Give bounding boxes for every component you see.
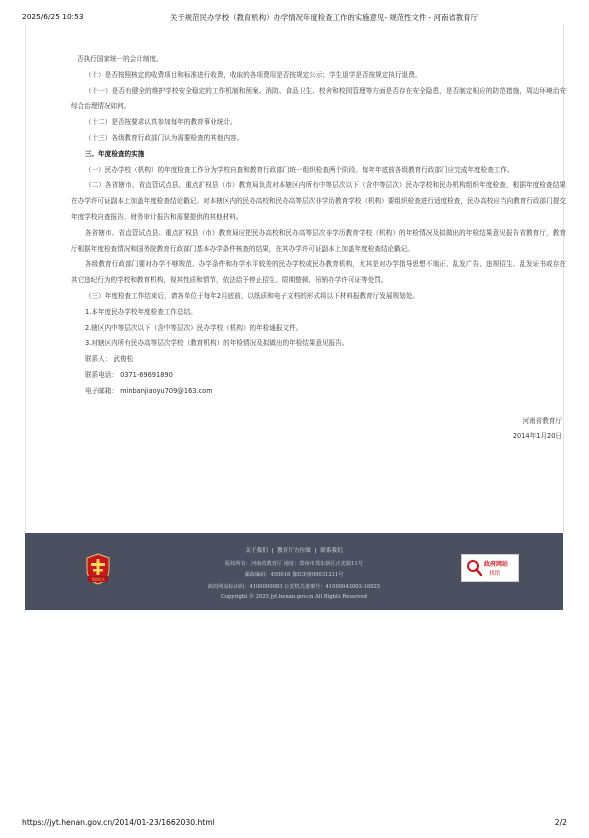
site-footer (25, 533, 563, 610)
footer-link-map[interactable]: 教育厅方位图 (277, 548, 311, 554)
article-card (25, 24, 564, 532)
find-error-badge[interactable] (461, 554, 519, 582)
article-paragraph: （十三）各级教育行政部门认为需要检查的其他内容。 (85, 133, 244, 142)
print-page-title: 关于规范民办学校（教育机构）办学情况年度检查工作的实施意见- 规范性文件 - 河南省教育厅 (170, 13, 479, 22)
footer-link-separator: | (314, 548, 317, 554)
list-item: 2.辖区内中等层次以下（含中等层次）民办学校（机构）的年检通报文件。 (85, 323, 303, 332)
footer-postcode-line: 邮政编码：450018 豫ICP备09031211号 (244, 572, 344, 578)
article-paragraph: 否执行国家统一的会计制度。 (77, 55, 163, 63)
section-heading: 三、年度检查的实施 (85, 149, 145, 158)
article-paragraph: 各级教育行政部门要对办学不够规范、办学条件和办学水平较差的民办学校或民办教育机构，尤其是对办学指导思想不端正、乱发广告、违规招生、乱发证书或存在其它违纪行为的学校和教育机构，视其性质和情节，依法给予停止招生、限期整顿、吊销办学许可证等处罚。 (71, 260, 566, 285)
article-paragraph: （十一）是否有健全的维护学校安全稳定的工作机制和预案。消防、食品卫生、校舍和校园管理等方面是否存在安全隐患，是否制定相应的防范措施，周边环境治安综合治理情况如何。 (71, 86, 566, 111)
print-page-number: 2/2 (554, 818, 567, 827)
badge-title: 政府网站 (484, 561, 509, 568)
article-paragraph: 各省辖市、省直管试点县、重点扩权县（市）教育局应把民办高校和民办高等层次非学历教育学校（机构）的年检情况及拟做出的年检结果意见报告省教育厅，教育厅根据年度检查情况和国务院教育行政部门基本办学条件核查的结果，在其办学许可证副本上加盖年度检查结论戳记。 (71, 228, 566, 253)
print-datetime: 2025/6/25 10:53 (22, 12, 84, 21)
article-paragraph: （三）年度检查工作结束后，请各单位于每年2月底前，以纸质和电子文档的形式将以下材料报教育厅发展规划处。 (85, 291, 419, 300)
print-header (0, 12, 589, 24)
party-emblem-icon[interactable] (85, 553, 111, 585)
article-paragraph: （十二）是否按要求认真参加每年的教育事业统计。 (85, 118, 237, 127)
footer-link-separator: | (271, 548, 274, 554)
signature-org: 河南省教育厅 (522, 416, 562, 425)
magnifier-icon (466, 559, 482, 577)
article-paragraph: （二）各省辖市、省直管试点县、重点扩权县（市）教育局负责对本辖区内所有中等层次以下（含中等层次）民办学校和民办机构组织年度检查，根据年度检查结果在办学许可证副本上加盖年度检查结论戳记。对本辖区内的民办高校和民办高等层次非学历教育学校（机构）要组织检查进行适度检查，民办高校应当向教育行政部门提交年度学校自查报告、财务审计报告和需要提供的其他材料。 (71, 181, 566, 221)
list-item: 3.对辖区内所有民办高等层次学校（教育机构）的年检情况及拟做出的年检结果意见报告。 (85, 339, 349, 348)
footer-site-id-line: 政府网站标识码：4100000083 公安机关备案号：41000043003-18025 (207, 584, 381, 590)
badge-subtitle: 找错 (489, 571, 501, 577)
footer-rights-line: Copyright © 2025 jyt.henan.gov.cn All Rights Reserved (221, 594, 367, 600)
emblem-label: 党政机关 (91, 577, 105, 582)
footer-copyright-line: 版权所有：河南省教育厅 地址：郑州市郑东新区正光路11号 (225, 561, 363, 567)
contact-phone: 联系电话： 0371-69691890 (85, 370, 173, 379)
article-paragraph: （十）是否按照核定的收费项目和标准进行收费，收取的各项费用是否按规定公示；学生退学是否按规定执行退费。 (85, 70, 422, 79)
article-body (71, 52, 566, 445)
footer-link-contact[interactable]: 联系我们 (320, 548, 343, 554)
contact-person: 联系人： 武俊松 (85, 355, 134, 364)
contact-email[interactable]: 电子邮箱： minbanjiaoyu709@163.com (85, 386, 213, 395)
article-paragraph: （一）民办学校（机构）的年度检查工作分为学校自查和教育行政部门统一组织检查两个阶段。每年年底前各级教育行政部门应完成年度检查工作。 (85, 165, 514, 174)
print-url: https://jyt.henan.gov.cn/2014/01-23/1662030.html (22, 818, 215, 827)
footer-links (25, 546, 563, 554)
list-item: 1.本年度民办学校年度检查工作总结。 (85, 307, 197, 316)
footer-link-about[interactable]: 关于我们 (245, 548, 268, 554)
signature-date: 2014年1月20日 (512, 432, 562, 441)
